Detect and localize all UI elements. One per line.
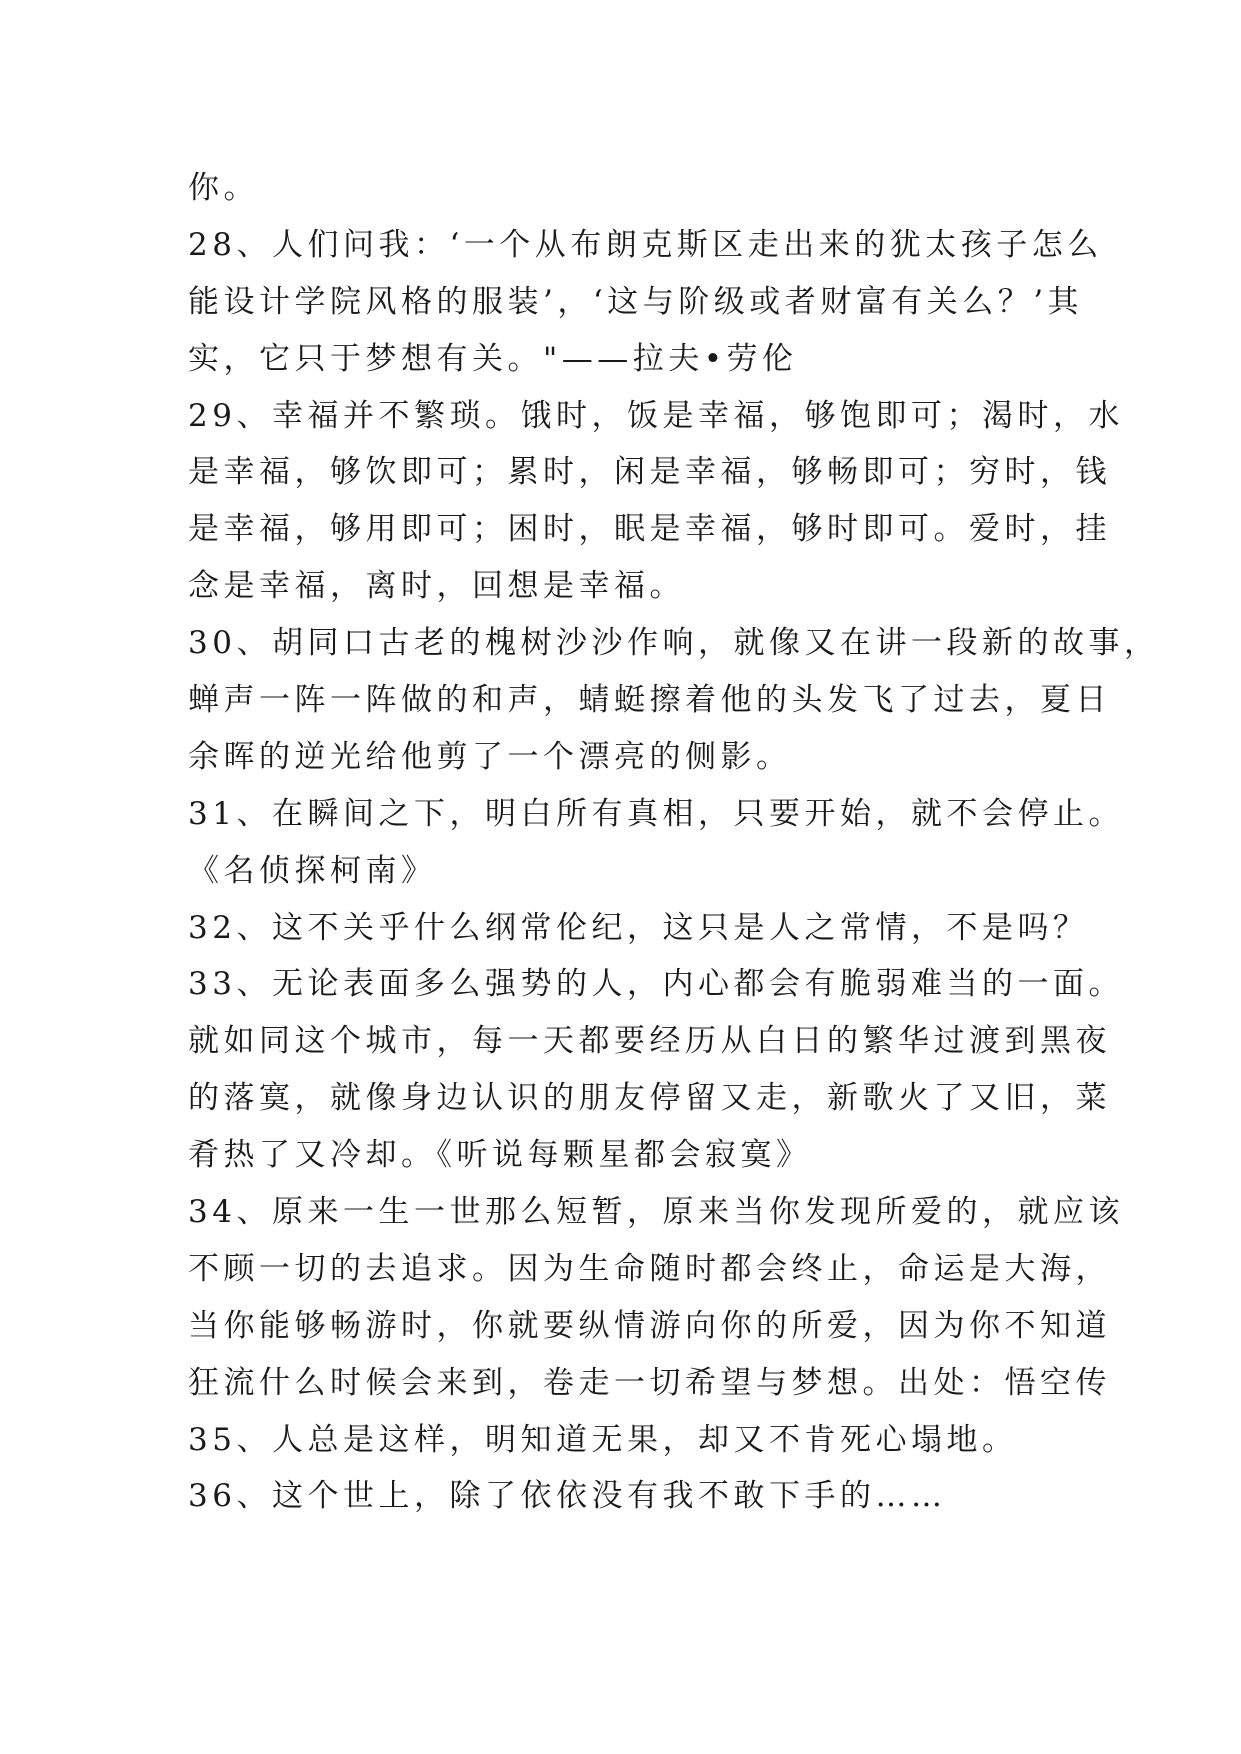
text-line: 是幸福，够用即可；困时，眠是幸福，够时即可。爱时，挂: [188, 511, 1111, 548]
text-line: 是幸福，够饮即可；累时，闲是幸福，够畅即可；穷时，钱: [188, 454, 1111, 491]
text-line: 你。: [188, 170, 259, 206]
text-line: 狂流什么时候会来到，卷走一切希望与梦想。出处：悟空传: [188, 1364, 1111, 1401]
text-line: 的落寞，就像身边认识的朋友停留又走，新歌火了又旧，菜: [188, 1080, 1111, 1117]
text-line: 34、原来一生一世那么短暂，原来当你发现所爱的，就应该: [188, 1194, 1124, 1231]
text-line: 当你能够畅游时，你就要纵情游向你的所爱，因为你不知道: [188, 1307, 1111, 1344]
text-line: 能设计学院风格的服装’，‘这与阶级或者财富有关么？’其: [188, 283, 1084, 320]
text-line: 29、幸福并不繁琐。饿时，饭是幸福，够饱即可；渴时，水: [188, 397, 1124, 434]
text-line: 30、胡同口古老的槐树沙沙作响，就像又在讲一段新的故事，: [188, 625, 1160, 662]
text-line: 不顾一切的去追求。因为生命随时都会终止，命运是大海，: [188, 1250, 1111, 1287]
text-line: 就如同这个城市，每一天都要经历从白日的繁华过渡到黑夜: [188, 1023, 1111, 1060]
text-line: 蝉声一阵一阵做的和声，蜻蜓擦着他的头发飞了过去，夏日: [188, 682, 1111, 719]
text-line: 余晖的逆光给他剪了一个漂亮的侧影。: [188, 738, 792, 775]
text-line: 31、在瞬间之下，明白所有真相，只要开始，就不会停止。: [188, 795, 1124, 832]
text-line: 36、这个世上，除了依依没有我不敢下手的……: [188, 1478, 947, 1515]
text-line: 念是幸福，离时，回想是幸福。: [188, 568, 685, 605]
text-line: 肴热了又冷却。《听说每颗星都会寂寞》: [188, 1137, 812, 1174]
text-line: 《名侦探柯南》: [188, 852, 437, 889]
text-line: 33、无论表面多么强势的人，内心都会有脆弱难当的一面。: [188, 966, 1124, 1003]
text-line: 32、这不关乎什么纲常伦纪，这只是人之常情，不是吗？: [188, 909, 1089, 946]
text-line: 28、人们问我：‘一个从布朗克斯区走出来的犹太孩子怎么: [188, 226, 1103, 263]
document-body: [188, 160, 1160, 1525]
text-line: 35、人总是这样，明知道无果，却又不肯死心塌地。: [188, 1421, 1018, 1458]
text-line: 实，它只于梦想有关。"——拉夫•劳伦: [188, 340, 798, 377]
